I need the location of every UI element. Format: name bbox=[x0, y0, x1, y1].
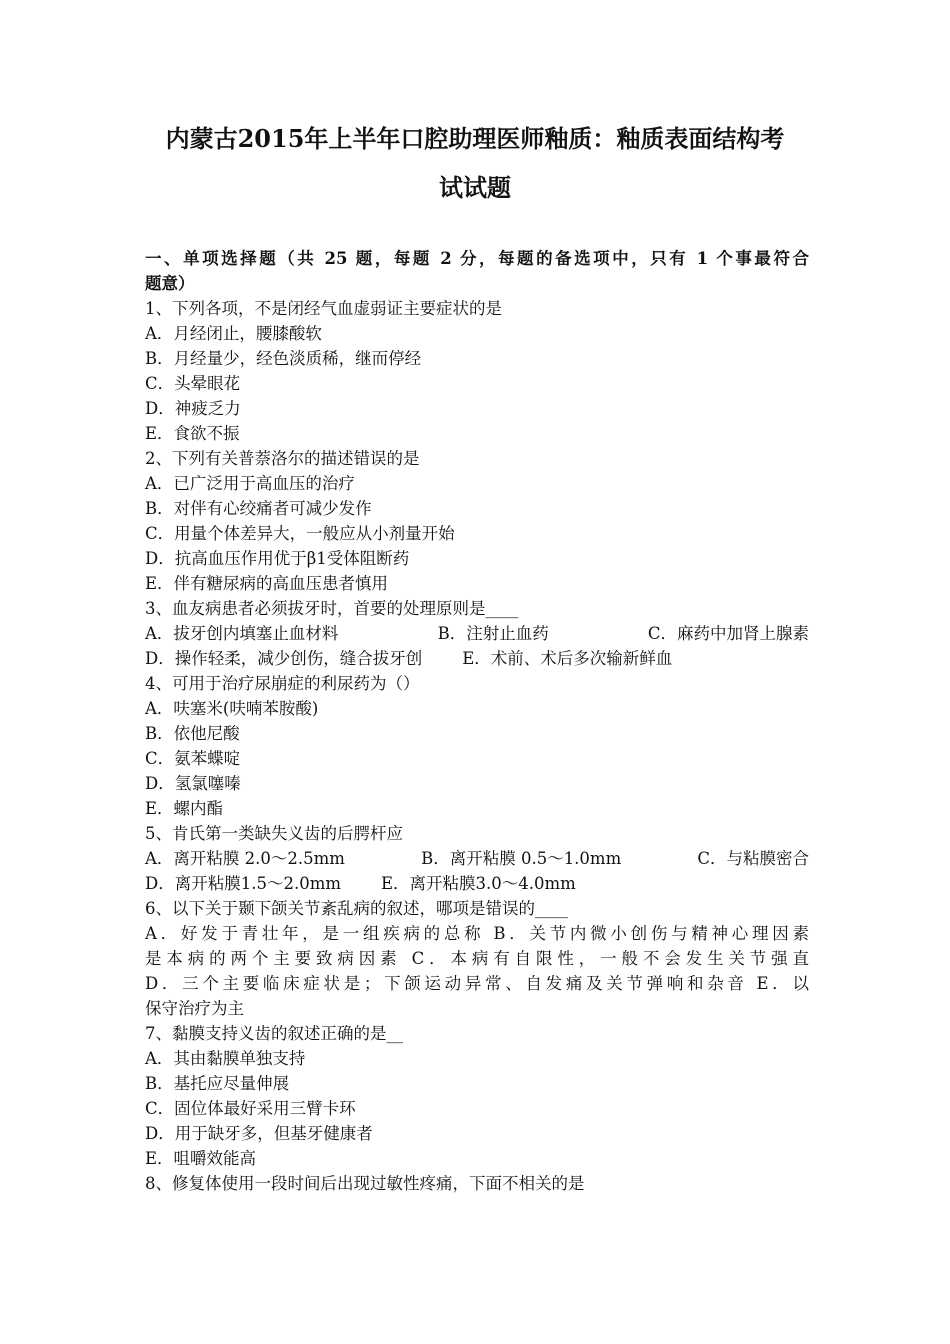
question-8-stem: 8、修复体使用一段时间后出现过敏性疼痛，下面不相关的是 bbox=[145, 1174, 585, 1193]
question-2-option-e: E．伴有糖尿病的高血压患者慎用 bbox=[145, 574, 389, 593]
question-3-option-d: D．操作轻柔，减少创伤，缝合拔牙创 bbox=[145, 649, 423, 668]
question-7-option-c: C．固位体最好采用三臂卡环 bbox=[145, 1099, 356, 1118]
question-1-option-c: C．头晕眼花 bbox=[145, 374, 241, 393]
question-3-option-b: B．注射止血药 bbox=[437, 624, 549, 643]
question-4-option-a: A．呋塞米(呋喃苯胺酸) bbox=[145, 699, 319, 718]
question-4-option-e: E．螺内酯 bbox=[145, 799, 224, 818]
question-2-option-a: A．已广泛用于高血压的治疗 bbox=[145, 474, 355, 493]
document-title-line-2: 试试题 bbox=[439, 173, 511, 202]
question-3-options-row-2 bbox=[145, 646, 809, 671]
question-6-options-line-2: 是本病的两个主要致病因素 C．本病有自限性，一般不会发生关节强直 bbox=[145, 949, 809, 968]
section-heading: 一、单项选择题（共 25 题，每题 2 分，每题的备选项中，只有 1 个事最符合 bbox=[145, 249, 809, 268]
question-6-options-line-4: 保守治疗为主 bbox=[145, 999, 244, 1018]
question-1-option-e: E．食欲不振 bbox=[145, 424, 240, 443]
question-3-option-e: E．术前、术后多次输新鲜血 bbox=[462, 649, 673, 668]
question-5-options-row-2 bbox=[145, 871, 809, 896]
question-1-option-d: D．神疲乏力 bbox=[145, 399, 241, 418]
question-3-options-row-1 bbox=[145, 621, 809, 646]
question-5-option-b: B．离开粘膜 0.5～1.0mm bbox=[421, 849, 622, 868]
question-4-stem: 4、可用于治疗尿崩症的利尿药为（） bbox=[145, 674, 420, 693]
question-7-stem: 7、黏膜支持义齿的叙述正确的是__ bbox=[145, 1024, 403, 1043]
question-5-option-a: A．离开粘膜 2.0～2.5mm bbox=[145, 849, 345, 868]
question-4-option-d: D．氢氯噻嗪 bbox=[145, 774, 241, 793]
question-2-option-d: D．抗高血压作用优于β1受体阻断药 bbox=[145, 549, 410, 568]
question-1-option-a: A．月经闭止，腰膝酸软 bbox=[145, 324, 322, 343]
document-body bbox=[145, 246, 809, 1196]
question-4-option-b: B．依他尼酸 bbox=[145, 724, 240, 743]
section-heading-continued: 题意） bbox=[145, 274, 195, 293]
question-7-option-b: B．基托应尽量伸展 bbox=[145, 1074, 290, 1093]
question-5-option-d: D．离开粘膜1.5～2.0mm bbox=[145, 874, 342, 893]
question-5-options-row-1 bbox=[145, 846, 809, 871]
question-4-option-c: C．氨苯蝶啶 bbox=[145, 749, 241, 768]
question-2-option-c: C．用量个体差异大，一般应从小剂量开始 bbox=[145, 524, 455, 543]
question-2-option-b: B．对伴有心绞痛者可减少发作 bbox=[145, 499, 372, 518]
document-title-line-1: 内蒙古2015年上半年口腔助理医师釉质：釉质表面结构考 bbox=[165, 124, 785, 153]
question-3-stem: 3、血友病患者必须拔牙时，首要的处理原则是____ bbox=[145, 599, 519, 618]
question-5-stem: 5、肯氏第一类缺失义齿的后腭杆应 bbox=[145, 824, 403, 843]
question-7-option-e: E．咀嚼效能高 bbox=[145, 1149, 257, 1168]
question-3-option-a: A．拔牙创内填塞止血材料 bbox=[145, 624, 339, 643]
question-6-options-line-1: A．好发于青壮年，是一组疾病的总称 B．关节内微小创伤与精神心理因素 bbox=[145, 924, 809, 943]
question-1-option-b: B．月经量少，经色淡质稀，继而停经 bbox=[145, 349, 422, 368]
question-7-option-a: A．其由黏膜单独支持 bbox=[145, 1049, 306, 1068]
question-3-option-c: C．麻药中加肾上腺素 bbox=[647, 624, 809, 643]
question-2-stem: 2、下列有关普萘洛尔的描述错误的是 bbox=[145, 449, 420, 468]
question-1-stem: 1、下列各项，不是闭经气血虚弱证主要症状的是 bbox=[145, 299, 502, 318]
question-6-stem: 6、以下关于颞下颌关节紊乱病的叙述，哪项是错误的____ bbox=[145, 899, 568, 918]
question-7-option-d: D．用于缺牙多，但基牙健康者 bbox=[145, 1124, 373, 1143]
question-5-option-c: C．与粘膜密合 bbox=[697, 849, 809, 868]
question-6-options-line-3: D．三个主要临床症状是；下颌运动异常、自发痛及关节弹响和杂音 E．以 bbox=[145, 974, 809, 993]
question-5-option-e: E．离开粘膜3.0～4.0mm bbox=[381, 874, 576, 893]
